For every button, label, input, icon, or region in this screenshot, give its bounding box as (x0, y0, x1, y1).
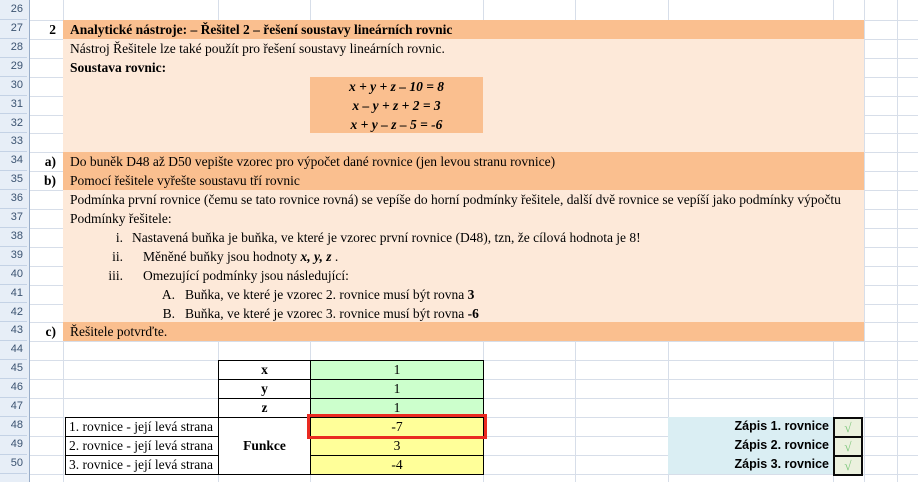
checkmark-icon[interactable]: √ (833, 436, 863, 457)
cell-marker-a[interactable]: a) (44, 154, 56, 170)
note-text[interactable]: Podmínka první rovnice (čemu se tato rovnice rovná) se vepíše do horní podmínky řešitele, další dvě rovnice se vepíší jako podmínky výpočtu (70, 192, 841, 208)
equation-3[interactable]: x + y – z – 5 = -6 (350, 116, 443, 132)
intro-text[interactable]: Nástroj Řešitele lze také použít pro řešení soustavy lineárních rovnic. (70, 40, 445, 56)
constraint-A-body: Buňka, ve které je vzorec 2. rovnice musí být rovna (185, 286, 468, 302)
condition-ii-suffix: . (331, 248, 339, 264)
row-header[interactable]: 29 (0, 58, 27, 77)
row-header[interactable]: 42 (0, 304, 27, 323)
row-header[interactable]: 41 (0, 285, 27, 304)
list-marker-A: A. (161, 286, 175, 302)
list-marker-ii: ii. (112, 248, 123, 264)
constraint-B-value: -6 (467, 305, 479, 321)
condition-ii-prefix: Měněné buňky jsou hodnoty (143, 248, 301, 264)
row-header[interactable]: 36 (0, 190, 27, 209)
zapis-label-2[interactable]: Zápis 2. rovnice (734, 437, 829, 452)
row-header-column (0, 0, 30, 482)
zapis-label-3[interactable]: Zápis 3. rovnice (734, 456, 829, 471)
row-header[interactable]: 38 (0, 228, 27, 247)
equation-2[interactable]: x – y + z + 2 = 3 (352, 97, 441, 113)
cell-section-number[interactable]: 2 (49, 22, 56, 37)
cell-marker-b[interactable]: b) (43, 173, 56, 189)
system-label[interactable]: Soustava rovnic: (70, 59, 167, 75)
checkmark-icon[interactable]: √ (833, 455, 863, 476)
row-header[interactable]: 34 (0, 152, 27, 171)
fill-task-c (63, 322, 864, 341)
row-header[interactable]: 43 (0, 322, 27, 341)
list-marker-iii: iii. (108, 267, 123, 283)
task-a-text[interactable]: Do buněk D48 až D50 vepište vzorec pro výpočet dané rovnice (jen levou stranu rovnice) (70, 154, 556, 170)
function-label-cell[interactable]: Funkce (218, 417, 311, 475)
eq-label-1[interactable]: 1. rovnice - její levá strana (65, 417, 219, 437)
eq-label-2[interactable]: 2. rovnice - její levá strana (65, 436, 219, 456)
task-c-text[interactable]: Řešitele potvrďte. (70, 324, 168, 340)
selected-cell-border (307, 414, 487, 439)
eq-value-3[interactable]: -4 (310, 455, 484, 475)
row-header[interactable]: 39 (0, 247, 27, 266)
row-header[interactable]: 32 (0, 115, 27, 134)
list-marker-B: B. (162, 305, 175, 321)
var-value-y[interactable]: 1 (310, 379, 484, 399)
row-header[interactable]: 49 (0, 436, 27, 455)
section-title[interactable]: Analytické nástroje: – Řešitel 2 – řešení soustavy lineárních rovnic (70, 22, 453, 37)
row-header[interactable]: 33 (0, 133, 27, 152)
constraint-A-text[interactable] (185, 285, 474, 304)
row-header[interactable]: 48 (0, 417, 27, 436)
var-value-z[interactable]: 1 (310, 398, 484, 418)
row-header[interactable]: 46 (0, 379, 27, 398)
var-name-x[interactable]: x (218, 360, 311, 380)
var-value-x[interactable]: 1 (310, 360, 484, 380)
row-header[interactable]: 40 (0, 266, 27, 285)
checkmark-icon[interactable]: √ (833, 417, 863, 438)
constraint-B-body: Buňka, ve které je vzorec 3. rovnice musí být rovna (185, 305, 468, 321)
task-b-text[interactable]: Pomocí řešitele vyřešte soustavu tří rovnic (70, 173, 300, 189)
row-header[interactable]: 26 (0, 0, 27, 20)
row-header[interactable]: 28 (0, 39, 27, 58)
zapis-label-1[interactable]: Zápis 1. rovnice (734, 418, 829, 433)
eq-label-3[interactable]: 3. rovnice - její levá strana (65, 455, 219, 475)
row-header[interactable]: 27 (0, 20, 27, 39)
constraint-A-value: 3 (467, 286, 475, 302)
row-header[interactable]: 30 (0, 77, 27, 96)
equation-1[interactable]: x + y + z – 10 = 8 (348, 78, 445, 94)
row-header[interactable]: 44 (0, 341, 27, 360)
list-marker-i: i. (115, 229, 123, 245)
cell-marker-c[interactable]: c) (45, 324, 56, 340)
condition-iii-text[interactable]: Omezující podmínky jsou následující: (143, 267, 349, 283)
var-name-y[interactable]: y (218, 379, 311, 399)
row-header[interactable]: 45 (0, 360, 27, 379)
eq-value-1[interactable]: -7 (310, 417, 484, 437)
row-header[interactable]: 50 (0, 455, 27, 474)
constraint-B-text[interactable] (185, 304, 479, 323)
conditions-label[interactable]: Podmínky řešitele: (70, 211, 172, 226)
row-header[interactable]: 31 (0, 96, 27, 115)
row-header[interactable]: 37 (0, 209, 27, 228)
condition-i-text[interactable]: Nastavená buňka je buňka, ve které je vzorec první rovnice (D48), tzn, že cílová hodnota je 8! (132, 229, 641, 245)
row-header[interactable]: 35 (0, 171, 27, 190)
condition-ii-text[interactable] (143, 247, 338, 266)
gridline-horizontal (30, 341, 918, 342)
row-header[interactable]: 47 (0, 398, 27, 417)
var-name-z[interactable]: z (218, 398, 311, 418)
condition-ii-variables: x, y, z (300, 248, 332, 264)
eq-value-2[interactable]: 3 (310, 436, 484, 456)
